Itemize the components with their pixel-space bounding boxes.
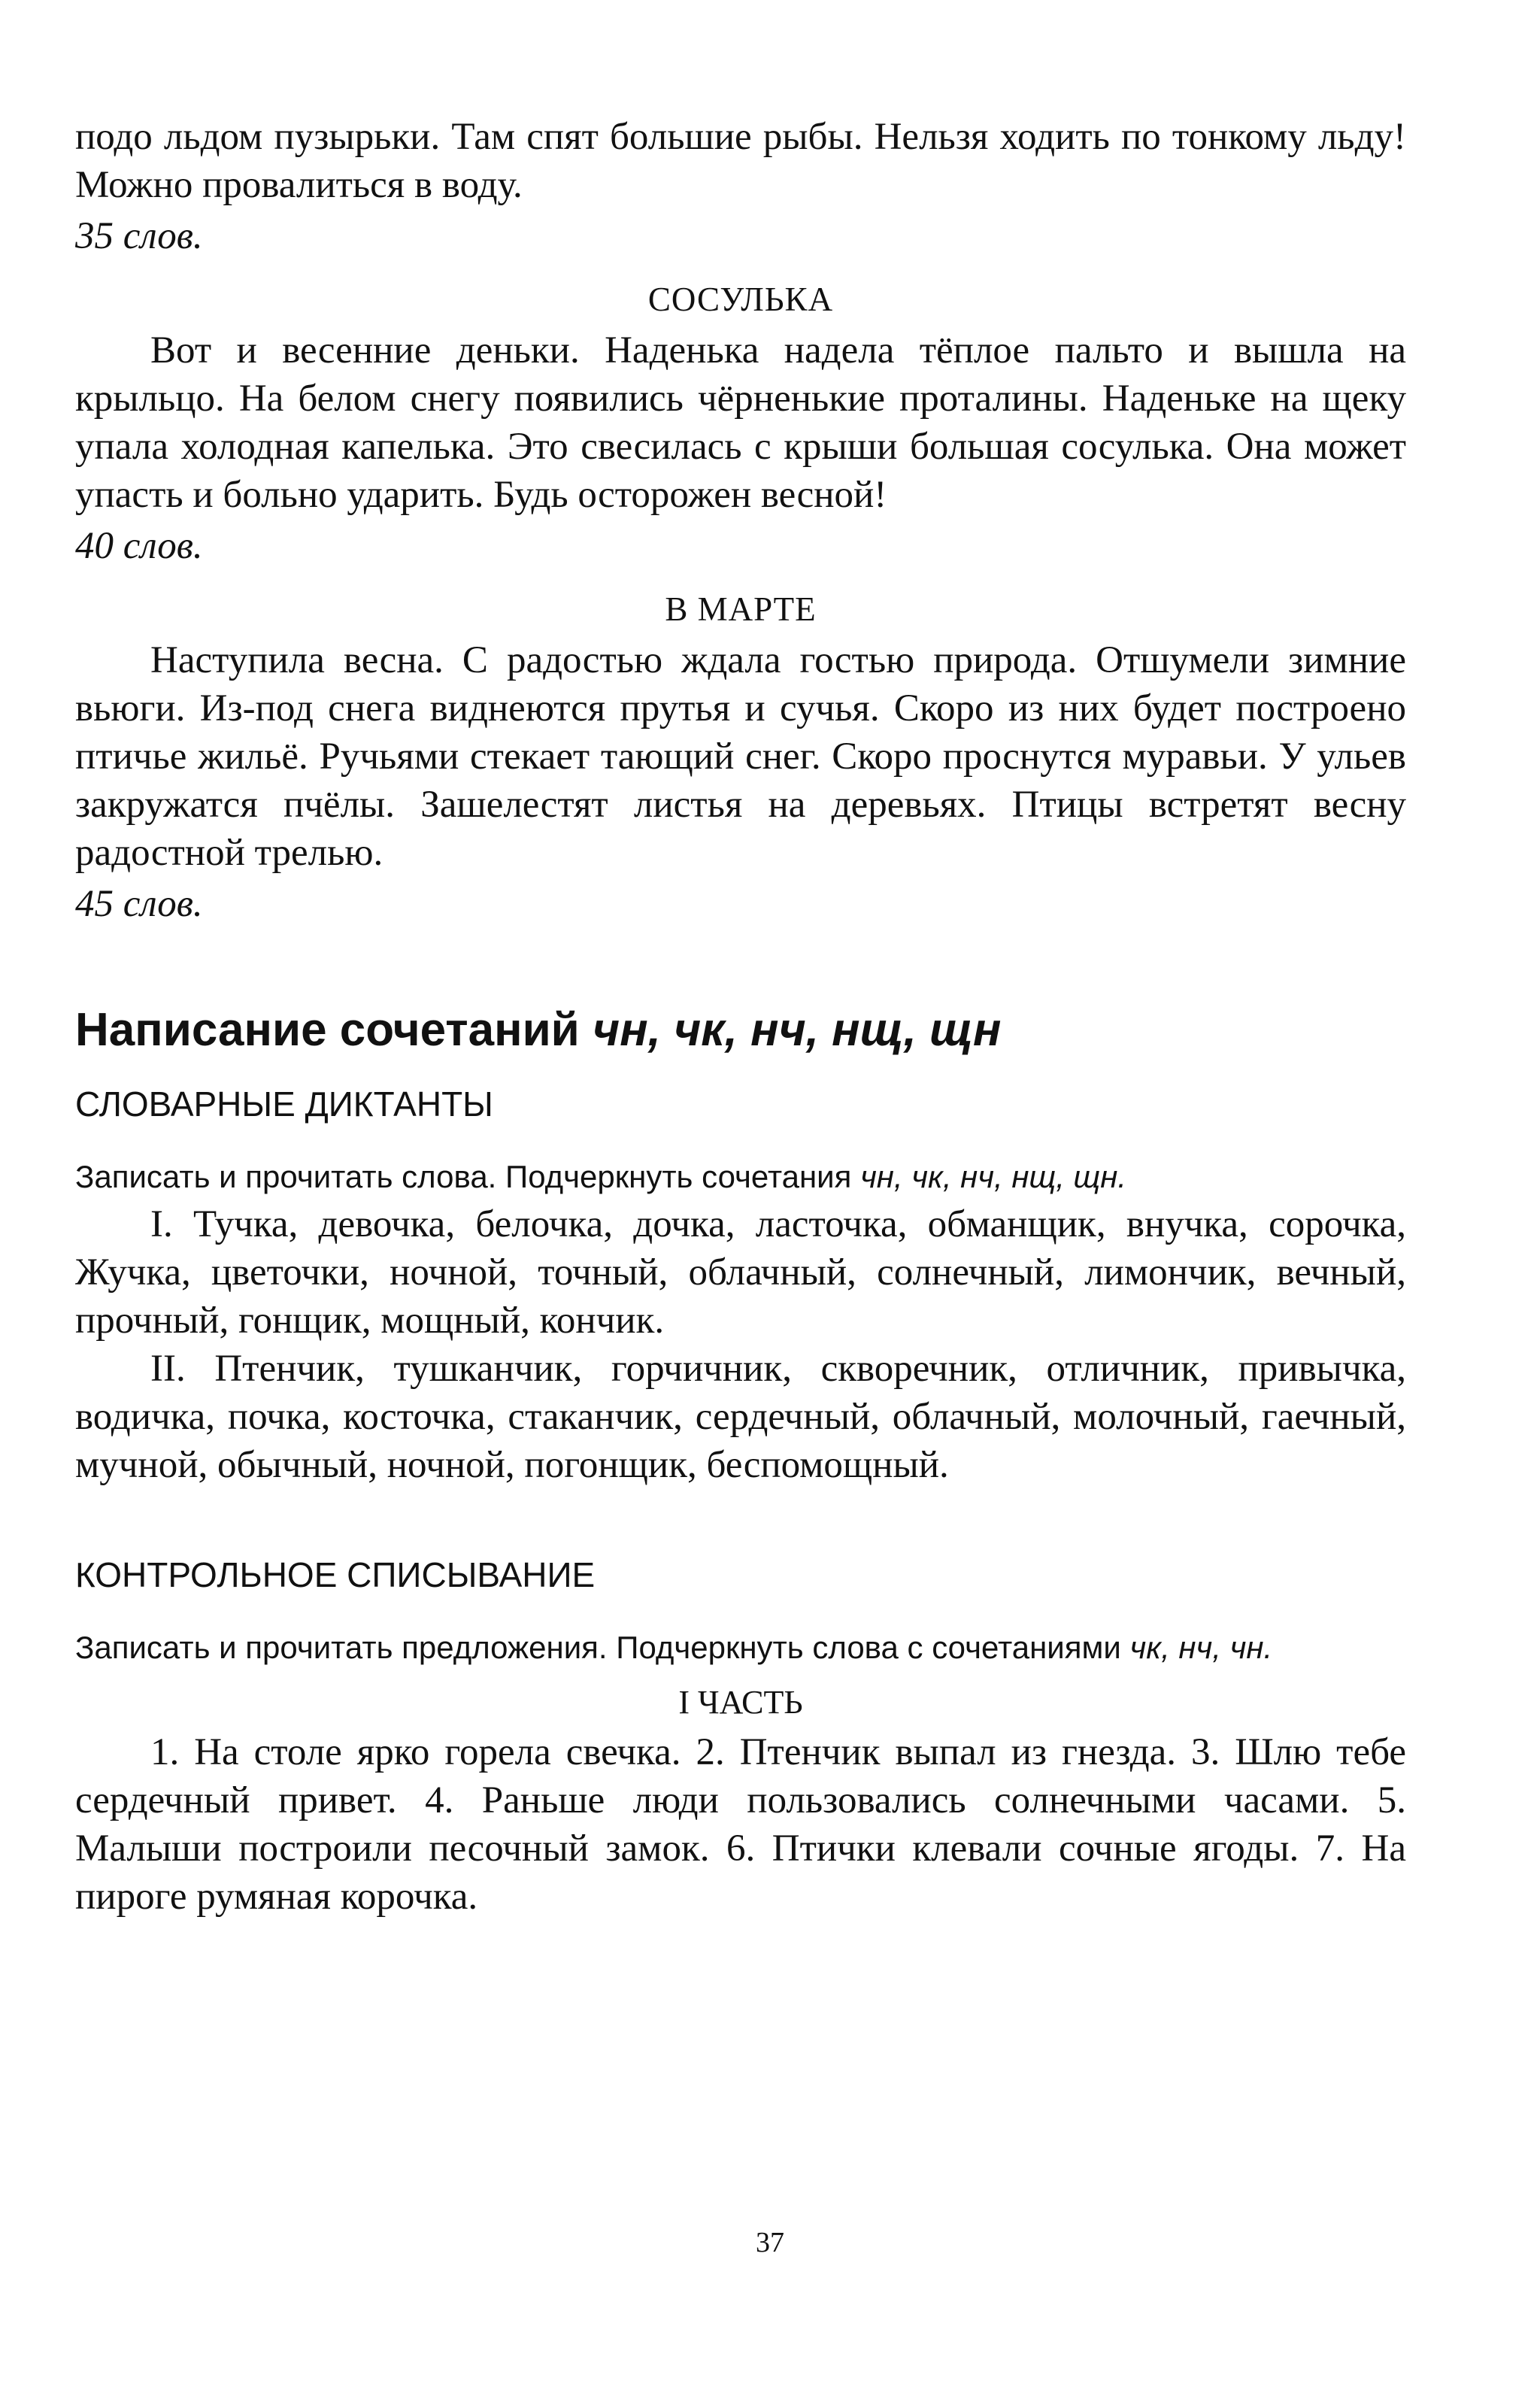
copying-task xyxy=(75,1624,1406,1671)
dictation-heading: СЛОВАРНЫЕ ДИКТАНТЫ xyxy=(75,1084,493,1124)
book-page xyxy=(75,113,1406,1921)
story-text: Вот и весенние деньки. Наденька надела тёплое пальто и вышла на крыльцо. На белом снегу появились чёрненькие проталины. Наденьке на щеку упала холодная капелька. Это свесилась с крыши большая сосулька. Она может упасть и больно ударить. Будь осторожен весной! xyxy=(75,329,1406,516)
section-title xyxy=(75,1000,1406,1060)
story-text: Наступила весна. С радостью ждала гостью природа. Отшумели зимние вьюги. Из-под снега виднеются прутья и сучья. Скоро из них будет построено птичье жильё. Ручьями стекает тающий снег. Скоро проснутся муравьи. У ульев закружатся пчёлы. Зашелестят листья на деревьях. Птицы встретят весну радостной трелью. xyxy=(75,639,1406,874)
task-text: Записать и прочитать предложения. Подчеркнуть слова с сочетаниями xyxy=(75,1630,1121,1665)
word-list-2: II. Птенчик, тушканчик, горчичник, скворечник, отличник, привычка, водичка, почка, косточка, стаканчик, сердечный, облачный, молочный, гаечный, мучной, обычный, ночной, погонщик, беспомощный. xyxy=(75,1348,1406,1486)
part-title: I ЧАСТЬ xyxy=(678,1684,803,1721)
section-title-text: Написание сочетаний xyxy=(75,1004,580,1056)
story-title: В МАРТЕ xyxy=(665,590,817,628)
task-text: Записать и прочитать слова. Подчеркнуть сочетания xyxy=(75,1159,852,1194)
story-title: СОСУЛЬКА xyxy=(647,281,834,318)
word-count: 40 слов. xyxy=(75,525,203,567)
word-count: 35 слов. xyxy=(75,215,203,257)
task-combos: чк, нч, чн. xyxy=(1129,1630,1273,1665)
section-title-combos: чн, чк, нч, нщ, щн xyxy=(593,1004,1002,1056)
word-count: 45 слов. xyxy=(75,883,203,925)
word-list-1: I. Тучка, девочка, белочка, дочка, ласточка, обманщик, внучка, сорочка, Жучка, цветочки, ночной, точный, облачный, солнечный, лимончик, вечный, прочный, гонщик, мощный, кончик. xyxy=(75,1203,1406,1342)
page-number: 37 xyxy=(756,2227,784,2258)
dictation-task xyxy=(75,1154,1406,1200)
sentences-paragraph: 1. На столе ярко горела свечка. 2. Птенчик выпал из гнезда. 3. Шлю тебе сердечный привет. 4. Раньше люди пользовались солнечными часами. 5. Малыши построили песочный замок. 6. Птички клевали сочные ягоды. 7. На пироге румяная корочка. xyxy=(75,1731,1406,1918)
copying-heading: КОНТРОЛЬНОЕ СПИСЫВАНИЕ xyxy=(75,1555,596,1594)
continuation-paragraph: подо льдом пузырьки. Там спят большие рыбы. Нельзя ходить по тонкому льду! Можно провалиться в воду. xyxy=(75,116,1406,206)
task-combos: чн, чк, нч, нщ, щн. xyxy=(860,1159,1127,1194)
